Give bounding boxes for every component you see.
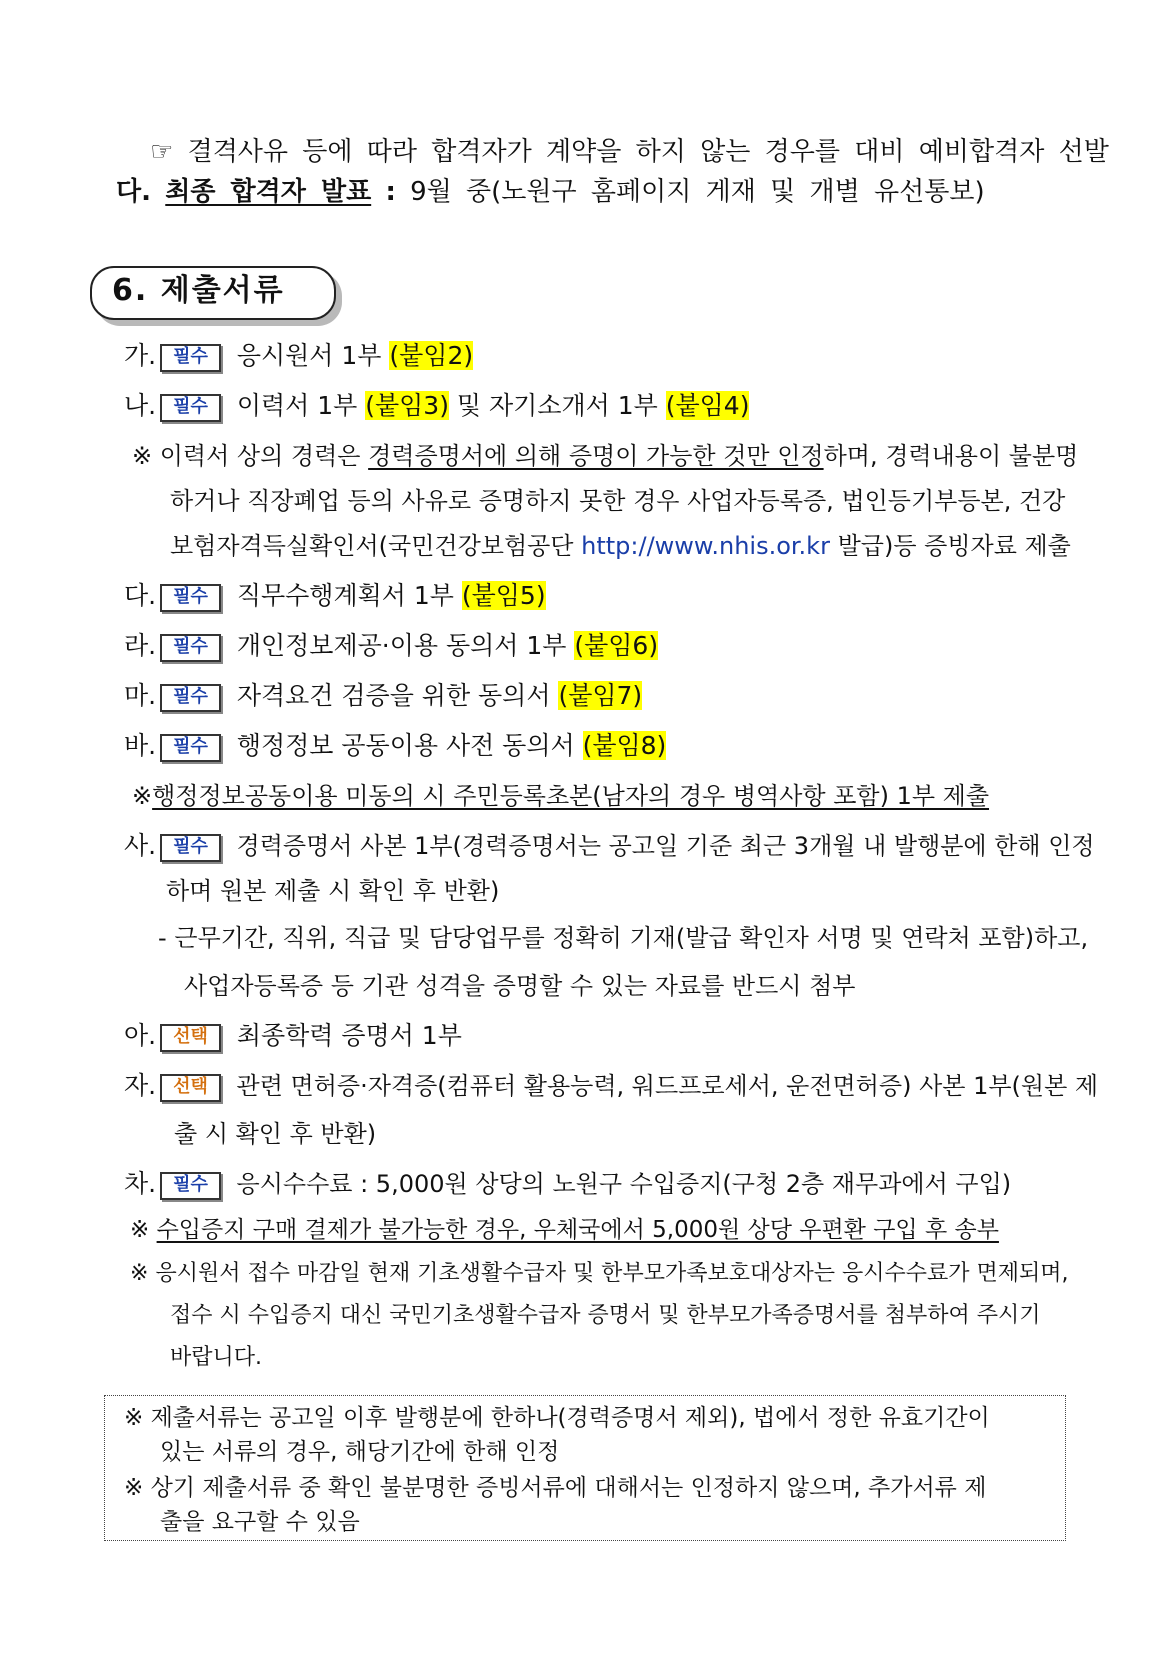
career-note-line-1: ※ 이력서 상의 경력은 경력증명서에 의해 증명이 가능한 것만 인정하며, 경력내용이 불분명: [132, 442, 1079, 470]
attachment-ref: (붙임6): [574, 631, 659, 660]
attachment-ref: (붙임5): [461, 581, 546, 610]
item-sa-sub-line-2: 사업자등록증 등 기관 성격을 증명할 수 있는 자료를 반드시 첨부: [184, 972, 856, 1000]
required-tag: 필수: [160, 734, 221, 762]
required-tag: 필수: [160, 834, 221, 862]
required-tag: 필수: [160, 634, 221, 662]
optional-tag: 선택: [160, 1024, 221, 1052]
item-ma: 마. 필수 자격요건 검증을 위한 동의서 (붙임7): [124, 681, 643, 710]
career-note-line-2: 하거나 직장폐업 등의 사유로 증명하지 못한 경우 사업자등록증, 법인등기부등본, 건강: [170, 487, 1066, 515]
item-a: 아. 선택 최종학력 증명서 1부: [124, 1021, 462, 1050]
notice-1-line-2: 있는 서류의 경우, 해당기간에 한해 인정: [160, 1439, 560, 1465]
postal-order-note: ※ 수입증지 구매 결제가 불가능한 경우, 우체국에서 5,000원 상당 우편환 구입 후 송부: [130, 1217, 999, 1243]
attachment-ref: (붙임7): [558, 681, 643, 710]
section-title: 6. 제출서류: [112, 273, 285, 308]
fee-exemption-note-line-3: 바랍니다.: [170, 1345, 263, 1370]
attachment-ref: (붙임4): [665, 391, 750, 420]
optional-tag: 선택: [160, 1074, 221, 1102]
required-tag: 필수: [160, 584, 221, 612]
item-na: 나. 필수 이력서 1부 (붙임3) 및 자기소개서 1부 (붙임4): [124, 391, 750, 420]
nhis-link[interactable]: http://www.nhis.or.kr: [581, 532, 830, 560]
item-da: 다. 필수 직무수행계획서 1부 (붙임5): [124, 581, 546, 610]
notice-2-line-1: ※ 상기 제출서류 중 확인 불분명한 증빙서류에 대해서는 인정하지 않으며, 추가서류 제: [124, 1475, 987, 1501]
required-tag: 필수: [160, 684, 221, 712]
notice-2-line-2: 출을 요구할 수 있음: [160, 1509, 360, 1535]
attachment-ref: (붙임3): [365, 391, 449, 420]
item-ja-line-1: 자. 선택 관련 면허증·자격증(컴퓨터 활용능력, 워드프로세서, 운전면허증) 사본 1부(원본 제: [124, 1071, 1099, 1100]
required-tag: 필수: [160, 394, 221, 422]
required-tag: 필수: [160, 1172, 221, 1200]
item-ja-line-2: 출 시 확인 후 반환): [174, 1120, 377, 1148]
pointing-hand-icon: ☞: [150, 137, 174, 167]
reserve-note-line: ☞ 결격사유 등에 따라 합격자가 계약을 하지 않는 경우를 대비 예비합격자 선발: [150, 137, 1109, 167]
final-announcement-line: 다. 최종 합격자 발표 : 9월 중(노원구 홈페이지 게재 및 개별 유선통보): [116, 177, 985, 207]
attachment-ref: (붙임2): [389, 341, 474, 370]
item-sa-line-2: 하며 원본 제출 시 확인 후 반환): [166, 877, 500, 905]
attachment-ref: (붙임8): [582, 731, 667, 760]
career-note-line-3: 보험자격득실확인서(국민건강보험공단 http://www.nhis.or.kr 발급)등 증빙자료 제출: [170, 532, 1071, 560]
notice-1-line-1: ※ 제출서류는 공고일 이후 발행분에 한하나(경력증명서 제외), 법에서 정한 유효기간이: [124, 1405, 990, 1431]
item-ga: 가. 필수 응시원서 1부 (붙임2): [124, 341, 474, 370]
final-announcement-title: 최종 합격자 발표: [165, 177, 372, 207]
item-sa-sub-line-1: - 근무기간, 직위, 직급 및 담당업무를 정확히 기재(발급 확인자 서명 및 연락처 포함)하고,: [158, 924, 1089, 952]
admin-info-note: ※행정정보공동이용 미동의 시 주민등록초본(남자의 경우 병역사항 포함) 1부 제출: [132, 782, 990, 810]
item-sa-line-1: 사. 필수 경력증명서 사본 1부(경력증명서는 공고일 기준 최근 3개월 내 발행분에 한해 인정: [124, 831, 1095, 860]
item-ra: 라. 필수 개인정보제공·이용 동의서 1부 (붙임6): [124, 631, 659, 660]
required-tag: 필수: [160, 344, 221, 372]
item-ba: 바. 필수 행정정보 공동이용 사전 동의서 (붙임8): [124, 731, 667, 760]
fee-exemption-note-line-2: 접수 시 수입증지 대신 국민기초생활수급자 증명서 및 한부모가족증명서를 첨부하여 주시기: [170, 1303, 1041, 1328]
item-cha: 차. 필수 응시수수료 : 5,000원 상당의 노원구 수입증지(구청 2층 재무과에서 구입): [124, 1169, 1012, 1198]
fee-exemption-note-line-1: ※ 응시원서 접수 마감일 현재 기초생활수급자 및 한부모가족보호대상자는 응시수수료가 면제되며,: [130, 1261, 1069, 1286]
